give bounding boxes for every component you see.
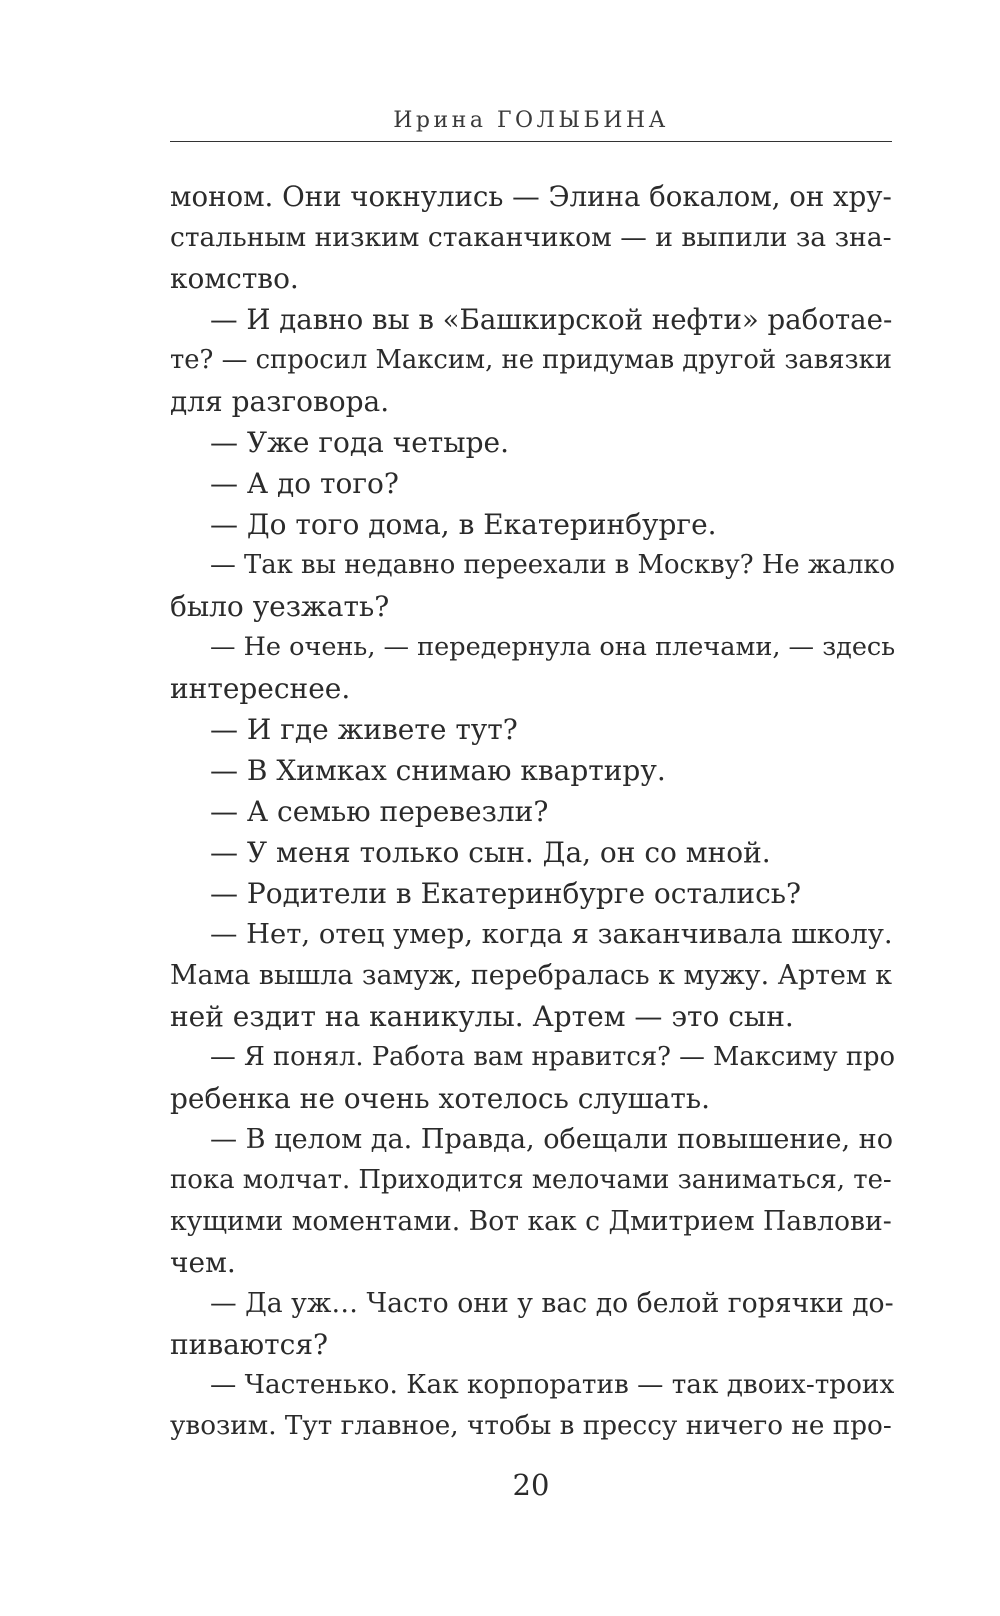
text-line: было уезжать?: [170, 590, 390, 623]
text-line: ней ездит на каникулы. Артем — это сын.: [170, 1000, 794, 1033]
text-line: пиваются?: [170, 1328, 329, 1361]
text-line: увозим. Тут главное, чтобы в прессу ничего не про-: [170, 1411, 892, 1441]
header-rule: [170, 141, 892, 142]
running-head: Ирина ГОЛЫБИНА: [393, 108, 669, 133]
text-line: — В Химках снимаю квартиру.: [210, 754, 666, 787]
text-line: кущими моментами. Вот как с Дмитрием Павлови-: [170, 1206, 892, 1237]
text-line: — И где живете тут?: [210, 713, 518, 746]
text-line: интереснее.: [170, 672, 351, 705]
text-line: — Так вы недавно переехали в Москву? Не жалко: [210, 550, 896, 580]
text-line: комство.: [170, 262, 299, 295]
text-line: — Да уж… Часто они у вас до белой горячки до-: [210, 1288, 894, 1319]
text-line: — В целом да. Правда, обещали повышение, но: [210, 1124, 894, 1155]
text-line: — И давно вы в «Башкирской нефти» работае-: [210, 303, 893, 336]
text-line: — Нет, отец умер, когда я заканчивала школу.: [210, 919, 893, 950]
text-line: ребенка не очень хотелось слушать.: [170, 1082, 711, 1115]
text-line: чем.: [170, 1246, 236, 1279]
text-line: для разговора.: [170, 385, 390, 418]
text-line: — У меня только сын. Да, он со мной.: [210, 836, 771, 869]
text-line: — Уже года четыре.: [210, 426, 509, 459]
body-text: [170, 176, 896, 1447]
page-number: 20: [512, 1468, 550, 1502]
text-line: Мама вышла замуж, перебралась к мужу. Артем к: [170, 960, 893, 991]
text-line: стальным низким стаканчиком — и выпили за зна-: [170, 222, 892, 253]
text-line: пока молчат. Приходится мелочами заниматься, те-: [170, 1165, 892, 1195]
text-line: моном. Они чокнулись — Элина бокалом, он хру-: [170, 180, 892, 213]
text-line: — До того дома, в Екатеринбурге.: [210, 508, 717, 541]
text-line: те? — спросил Максим, не придумав другой завязки: [170, 345, 892, 375]
text-line: — А семью перевезли?: [210, 795, 549, 828]
text-line: — Частенько. Как корпоратив — так двоих-троих: [210, 1370, 895, 1400]
text-line: — Не очень, — передернула она плечами, — здесь: [210, 632, 896, 662]
text-line: — Я понял. Работа вам нравится? — Максиму про: [210, 1042, 896, 1072]
text-line: — А до того?: [210, 467, 399, 500]
text-line: — Родители в Екатеринбурге остались?: [210, 877, 802, 910]
